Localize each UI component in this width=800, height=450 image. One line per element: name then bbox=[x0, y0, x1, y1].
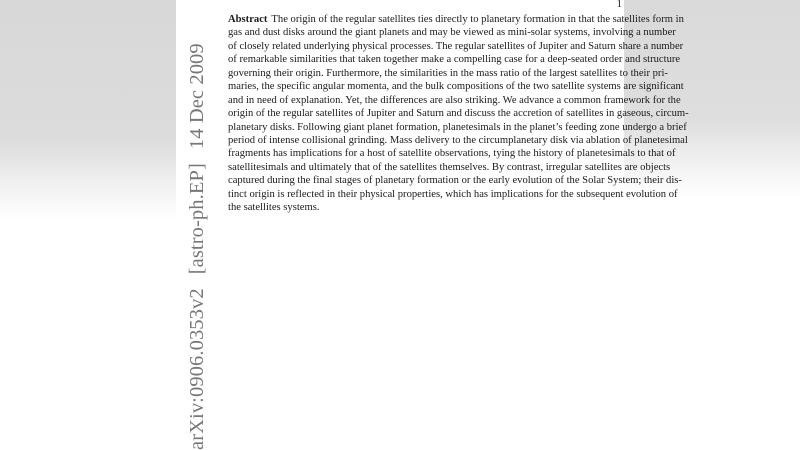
blurred-background-left bbox=[0, 0, 176, 450]
abstract-line: maries, the specific angular momenta, and the bulk compositions of the two satellite systems are significant bbox=[228, 81, 684, 93]
abstract-line: planetary disks. Following giant planet formation, planetesimals in the planet’s feeding zone undergo a brief bbox=[228, 121, 687, 133]
arxiv-stamp bbox=[186, 29, 209, 450]
abstract-line: of closely related underlying physical processes. The regular satellites of Jupiter and Saturn share a number bbox=[228, 40, 684, 52]
arxiv-category: [astro-ph.EP] bbox=[186, 163, 208, 275]
abstract-line bbox=[228, 13, 684, 26]
arxiv-date: 14 Dec 2009 bbox=[186, 43, 208, 150]
arxiv-id: arXiv:0906.0353v2 bbox=[186, 288, 208, 450]
abstract-line: and in need of explanation. Yet, the differences are also striking. We advance a common framework for the bbox=[228, 94, 681, 106]
abstract-line: tinct origin is reflected in their physical properties, which has implications for the subsequent evolution of bbox=[228, 188, 678, 200]
abstract-line: origin of the regular satellites of Jupiter and Saturn and discuss the accretion of satellites in gaseous, circum- bbox=[228, 108, 689, 120]
abstract-line: captured during the final stages of planetary formation or the early evolution of the Solar System; their dis- bbox=[228, 175, 682, 187]
abstract-line: gas and dust disks around the giant planets and may be viewed as mini-solar systems, involving a number bbox=[228, 27, 676, 39]
abstract bbox=[228, 13, 689, 215]
page-number: 1 bbox=[616, 0, 622, 10]
abstract-line: satellitesimals and ultimately that of the satellites themselves. By contrast, irregular satellites are objects bbox=[228, 161, 671, 173]
abstract-line: the satellites systems. bbox=[228, 202, 320, 214]
abstract-label: Abstract bbox=[228, 14, 268, 25]
abstract-line: of remarkable similarities that taken together make a compelling case for a deep-seated order and structure bbox=[228, 54, 681, 66]
abstract-line: fragments has implications for a host of satellite observations, tying the history of planetesimals to that of bbox=[228, 148, 676, 160]
abstract-text: The origin of the regular satellites ties directly to planetary formation in that the satellites form in bbox=[271, 14, 684, 25]
abstract-line: governing their origin. Furthermore, the similarities in the mass ratio of the largest satellites to their pri- bbox=[228, 67, 668, 79]
abstract-line: period of intense collisional grinding. Mass delivery to the circumplanetary disk via ablation of planetesimal bbox=[228, 134, 688, 146]
